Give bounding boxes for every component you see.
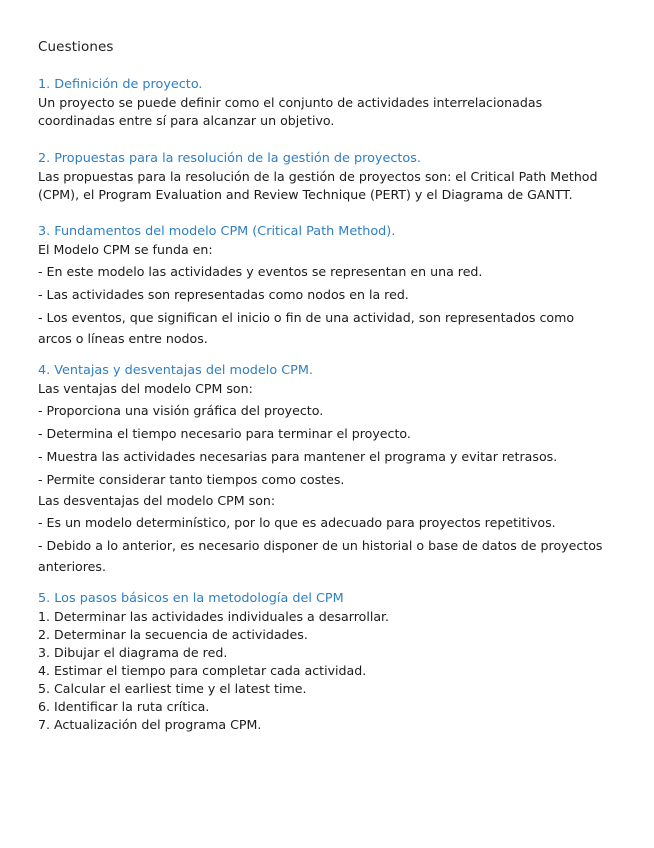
text-line: coordinadas entre sí para alcanzar un objetivo. [38, 113, 335, 128]
bullet-item: - Es un modelo determinístico, por lo que es adecuado para proyectos repetitivos. [38, 515, 556, 530]
section-fundamentos [38, 223, 618, 348]
intro-line: El Modelo CPM se funda en: [38, 242, 213, 257]
section-heading: 1. Definición de proyecto. [38, 77, 203, 92]
section-heading: 4. Ventajas y desventajas del modelo CPM. [38, 363, 313, 378]
section-heading: 2. Propuestas para la resolución de la gestión de proyectos. [38, 151, 421, 166]
section-propuestas [38, 150, 618, 204]
intro-line: Las ventajas del modelo CPM son: [38, 381, 253, 396]
bullet-item: anteriores. [38, 559, 106, 574]
bullet-item: - Los eventos, que significan el inicio o fin de una actividad, son representados como [38, 310, 575, 325]
bullet-item: - Las actividades son representadas como nodos en la red. [38, 287, 409, 302]
section-ventajas [38, 362, 618, 576]
bullet-item: - Muestra las actividades necesarias para mantener el programa y evitar retrasos. [38, 449, 558, 464]
step-item: 5. Calcular el earliest time y el latest time. [38, 681, 307, 696]
section-pasos [38, 590, 618, 734]
step-item: 1. Determinar las actividades individuales a desarrollar. [38, 609, 390, 624]
bullet-item: - Debido a lo anterior, es necesario disponer de un historial o base de datos de proyectos [38, 538, 603, 553]
section-heading: 3. Fundamentos del modelo CPM (Critical Path Method). [38, 224, 396, 239]
step-item: 6. Identificar la ruta crítica. [38, 699, 210, 714]
intro-line: Las desventajas del modelo CPM son: [38, 493, 276, 508]
document-title: Cuestiones [38, 39, 114, 55]
bullet-item: - Determina el tiempo necesario para terminar el proyecto. [38, 426, 411, 441]
text-line: Las propuestas para la resolución de la gestión de proyectos son: el Critical Path Method [38, 169, 598, 184]
step-item: 3. Dibujar el diagrama de red. [38, 645, 228, 660]
bullet-item: - Proporciona una visión gráfica del proyecto. [38, 403, 324, 418]
bullet-item: arcos o líneas entre nodos. [38, 331, 208, 346]
section-heading: 5. Los pasos básicos en la metodología del CPM [38, 591, 344, 606]
bullet-item: - Permite considerar tanto tiempos como costes. [38, 472, 345, 487]
step-item: 7. Actualización del programa CPM. [38, 717, 262, 732]
bullet-item: - En este modelo las actividades y eventos se representan en una red. [38, 264, 483, 279]
text-line: Un proyecto se puede definir como el conjunto de actividades interrelacionadas [38, 95, 543, 110]
step-item: 4. Estimar el tiempo para completar cada actividad. [38, 663, 367, 678]
section-definicion [38, 76, 618, 130]
text-line: (CPM), el Program Evaluation and Review Technique (PERT) y el Diagrama de GANTT. [38, 187, 573, 202]
step-item: 2. Determinar la secuencia de actividades. [38, 627, 308, 642]
